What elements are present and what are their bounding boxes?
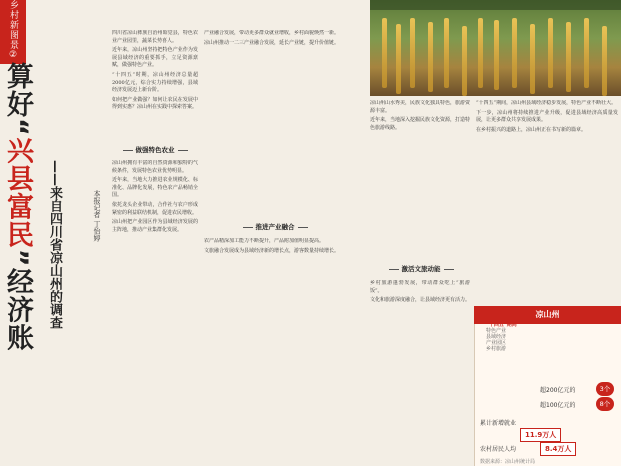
stat1-value: 3个 <box>596 382 614 396</box>
body-column-7 <box>476 100 618 300</box>
subhead: ——来自四川省凉山州的调查 <box>47 160 62 329</box>
body-column-1 <box>112 30 198 140</box>
chain-title: “十四五”期间 <box>486 322 517 328</box>
data-source: 数据来源：凉山州统计局 <box>480 459 536 465</box>
byline: 本报记者 丁怡婷 <box>93 190 101 242</box>
section-heading-1: 做强特色农业 <box>112 145 198 154</box>
paragraph: 依托龙头企业带动，合作社与农户形成紧密的利益联结机制，促进农民增收。 <box>112 201 198 216</box>
paragraph: 农产品精深加工能力不断提升，产品附加值明显提高。 <box>204 238 325 244</box>
paragraph: 凉山州把产业园区作为县域经济发展的主阵地，推动产业集群化发展。 <box>112 219 198 233</box>
paragraph: 文旅融合发展成为县域经济新的增长点，游客数量持续增长。 <box>204 247 340 254</box>
headline-part3: ”经济账 <box>2 248 33 352</box>
chain-item: 乡村旅游 <box>486 346 507 352</box>
stat3-label: 累计新增就业 <box>480 420 517 427</box>
paragraph: 产业融合发展，带动更多群众就业增收，乡村面貌焕然一新。 <box>204 30 340 36</box>
chain-item: 特色产业 <box>486 328 507 334</box>
body-column-2 <box>112 160 198 460</box>
stat2-label: 超100亿元的 <box>540 402 576 409</box>
paragraph: 下一步，凉山州将持续推进产业升级，促进县域经济高质量发展，让更多群众共享发展成果。 <box>476 109 618 124</box>
chain-item: 产业园区 <box>486 340 507 346</box>
section-heading-3: 激活文旅动能 <box>376 264 466 273</box>
paragraph: 乡村旅游蓬勃发展，带动群众吃上“旅游饭”。 <box>370 280 470 294</box>
chain-list <box>486 322 534 376</box>
stat3-value: 11.9万人 <box>520 428 561 442</box>
series-tag <box>0 0 26 64</box>
headline <box>2 62 32 352</box>
paragraph: 文化和旅游深度融合，让县域经济更有活力。 <box>370 297 470 304</box>
headline-part2: 兴县富民 <box>2 136 33 249</box>
infographic-title: 凉山州 <box>474 306 621 324</box>
paragraph: 近年来，当地深入挖掘民族文化资源，打造特色旅游线路。 <box>370 117 470 131</box>
paragraph: “十四五”时期，凉山州经济总量超2000亿元，综合实力持续增强，县域经济发展迈上新台阶。 <box>112 71 198 94</box>
stat2-value: 8个 <box>596 397 614 411</box>
stat4-value: 8.4万人 <box>540 442 576 456</box>
paragraph: 近年来，当地大力推进农业规模化、标准化、品牌化发展，特色农产品畅销全国。 <box>112 177 198 199</box>
paragraph: 四川省凉山彝族自治州昭觉县，特色农业产业园里，蔬菜长势喜人。 <box>112 30 198 44</box>
paragraph: 凉山州推动一二三产业融合发展，延长产业链，提升价值链。 <box>204 39 340 46</box>
body-column-3 <box>204 30 350 190</box>
article-photo <box>370 0 621 96</box>
section-heading-2: 推进产业融合 <box>220 222 330 231</box>
paragraph: 如何把产业做强？如何让农民在发展中得到实惠？凉山州在实践中探索答案。 <box>112 96 198 111</box>
stat4-label: 农村居民人均 <box>480 446 517 453</box>
paragraph: 近年来，凉山州坚持把特色产业作为发展县域经济的重要抓手，立足资源禀赋，做强特色产业。 <box>112 47 198 69</box>
paragraph: 凉山州山水秀美，民族文化独具特色，旅游资源丰富。 <box>370 100 470 114</box>
paragraph: 凉山州拥有丰富的自然资源和独特的气候条件，发展特色农业优势明显。 <box>112 160 198 174</box>
body-column-6 <box>370 280 470 460</box>
paragraph: “十四五”期间，凉山州县域经济稳步发展，特色产业不断壮大。 <box>476 100 617 106</box>
series-label: 乡村新图景② <box>8 0 18 61</box>
paragraph: 在乡村振兴的道路上，凉山州正在书写新的篇章。 <box>476 126 587 133</box>
chain-item: 县域经济 <box>486 334 507 340</box>
stat1-label: 超200亿元的 <box>540 387 576 394</box>
body-column-4 <box>204 238 350 458</box>
headline-part1: 算好“ <box>2 62 33 137</box>
